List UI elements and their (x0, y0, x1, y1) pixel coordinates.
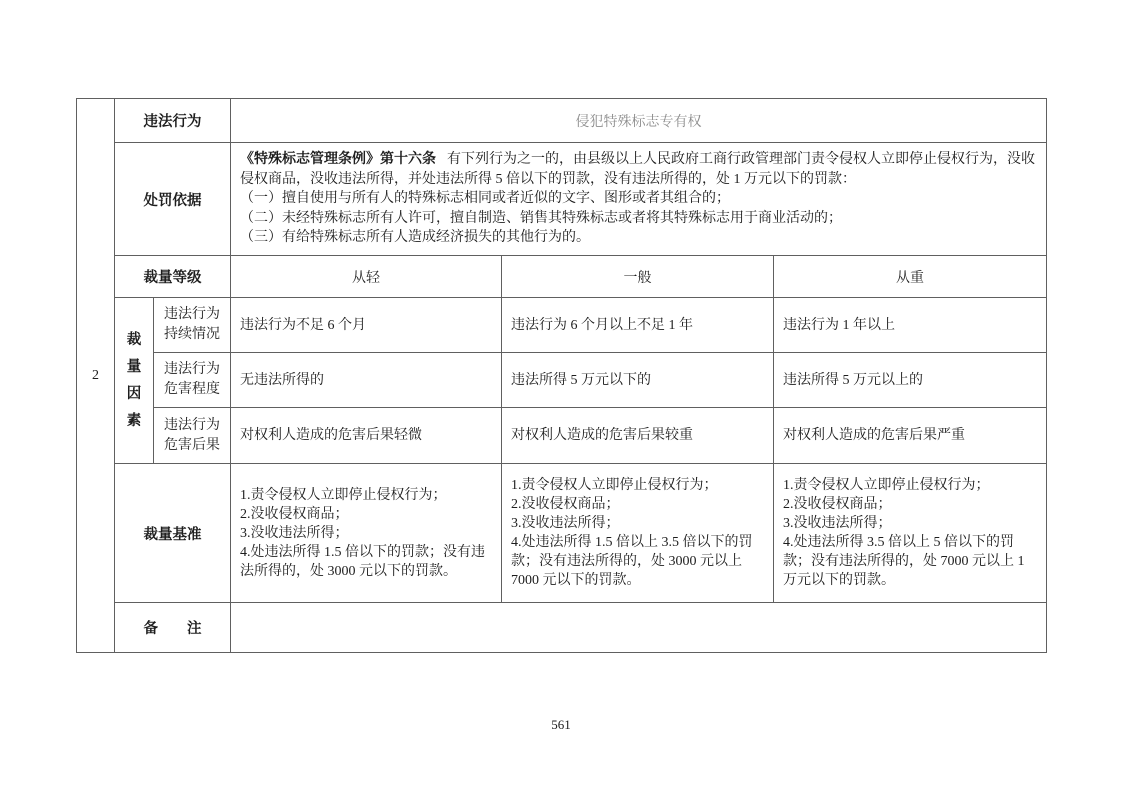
level-header-general: 一般 (502, 256, 774, 298)
illegal-act-value: 侵犯特殊标志专有权 (231, 99, 1047, 143)
row-index-cell: 2 (77, 99, 115, 653)
benchmark-heavy-item-2: 2.没收侵权商品； (783, 497, 892, 512)
discretion-factors-label: 裁量因素 (126, 331, 142, 429)
penalty-basis-item-3: （三）有给特殊标志所有人造成经济损失的其他行为的。 (240, 230, 590, 246)
factor-harm-degree-label (154, 353, 231, 408)
discretion-factors-label-cell (115, 298, 154, 464)
factor-harm-degree-heavy: 违法所得 5 万元以上的 (774, 353, 1047, 408)
penalty-discretion-table (76, 98, 1047, 653)
discretion-level-label: 裁量等级 (115, 256, 231, 298)
benchmark-label: 裁量基准 (115, 464, 231, 603)
factor-duration-label (154, 298, 231, 353)
benchmark-heavy-item-3: 3.没收违法所得； (783, 516, 892, 531)
factor-consequence-label (154, 408, 231, 464)
level-header-light: 从轻 (231, 256, 502, 298)
benchmark-heavy-item-1: 1.责令侵权人立即停止侵权行为； (783, 478, 990, 493)
factor-consequence-light: 对权利人造成的危害后果轻微 (231, 408, 502, 464)
benchmark-light-item-3: 3.没收违法所得； (240, 525, 349, 541)
penalty-basis-content (231, 143, 1047, 256)
benchmark-light-item-1: 1.责令侵权人立即停止侵权行为； (240, 487, 447, 503)
level-header-heavy: 从重 (774, 256, 1047, 298)
remarks-label: 备 注 (115, 603, 231, 653)
factor-harm-degree-light: 无违法所得的 (231, 353, 502, 408)
remarks-value (231, 603, 1047, 653)
factor-harm-degree-label-line1: 违法行为 (164, 362, 220, 377)
benchmark-general-item-3: 3.没收违法所得； (511, 516, 620, 531)
benchmark-general-item-4: 4.处违法所得 1.5 倍以上 3.5 倍以下的罚款；没有违法所得的，处 3000 元以上 7000 元以下的罚款。 (511, 535, 753, 588)
factor-duration-general: 违法行为 6 个月以上不足 1 年 (502, 298, 774, 353)
benchmark-heavy-item-4: 4.处违法所得 3.5 倍以上 5 倍以下的罚款；没有违法所得的，处 7000 元以上 1 万元以下的罚款。 (783, 535, 1025, 588)
penalty-basis-item-2: （二）未经特殊标志所有人许可，擅自制造、销售其特殊标志或者将其特殊标志用于商业活动的； (240, 210, 842, 226)
factor-consequence-label-line1: 违法行为 (164, 417, 220, 433)
factor-harm-degree-general: 违法所得 5 万元以下的 (502, 353, 774, 408)
penalty-basis-item-1: （一）擅自使用与所有人的特殊标志相同或者近似的文字、图形或者其组合的； (240, 191, 730, 207)
benchmark-light (231, 464, 502, 603)
penalty-basis-intro: 有下列行为之一的，由县级以上人民政府工商行政管理部门责令侵权人立即停止侵权行为，没收侵权商品，没收违法所得，并处违法所得 5 倍以下的罚款，没有违法所得的，处 1 万元以下的罚款： (240, 152, 1035, 187)
factor-duration-heavy: 违法行为 1 年以上 (774, 298, 1047, 353)
penalty-basis-citation: 《特殊标志管理条例》第十六条 (240, 152, 436, 168)
factor-consequence-heavy: 对权利人造成的危害后果严重 (774, 408, 1047, 464)
factor-consequence-label-line2: 危害后果 (164, 437, 220, 453)
benchmark-light-item-4: 4.处违法所得 1.5 倍以下的罚款；没有违法所得的，处 3000 元以下的罚款。 (240, 544, 485, 579)
benchmark-general-item-2: 2.没收侵权商品； (511, 497, 620, 512)
factor-duration-label-line1: 违法行为 (164, 307, 220, 322)
penalty-basis-paragraph (240, 150, 1037, 189)
factor-duration-light: 违法行为不足 6 个月 (231, 298, 502, 353)
penalty-basis-label: 处罚依据 (115, 143, 231, 256)
page-number: 561 (551, 717, 571, 732)
illegal-act-label: 违法行为 (115, 99, 231, 143)
benchmark-light-item-2: 2.没收侵权商品； (240, 506, 349, 522)
benchmark-heavy (774, 464, 1047, 603)
factor-harm-degree-label-line2: 危害程度 (164, 382, 220, 397)
benchmark-general (502, 464, 774, 603)
factor-duration-label-line2: 持续情况 (164, 327, 220, 342)
benchmark-general-item-1: 1.责令侵权人立即停止侵权行为； (511, 478, 718, 493)
factor-consequence-general: 对权利人造成的危害后果较重 (502, 408, 774, 464)
